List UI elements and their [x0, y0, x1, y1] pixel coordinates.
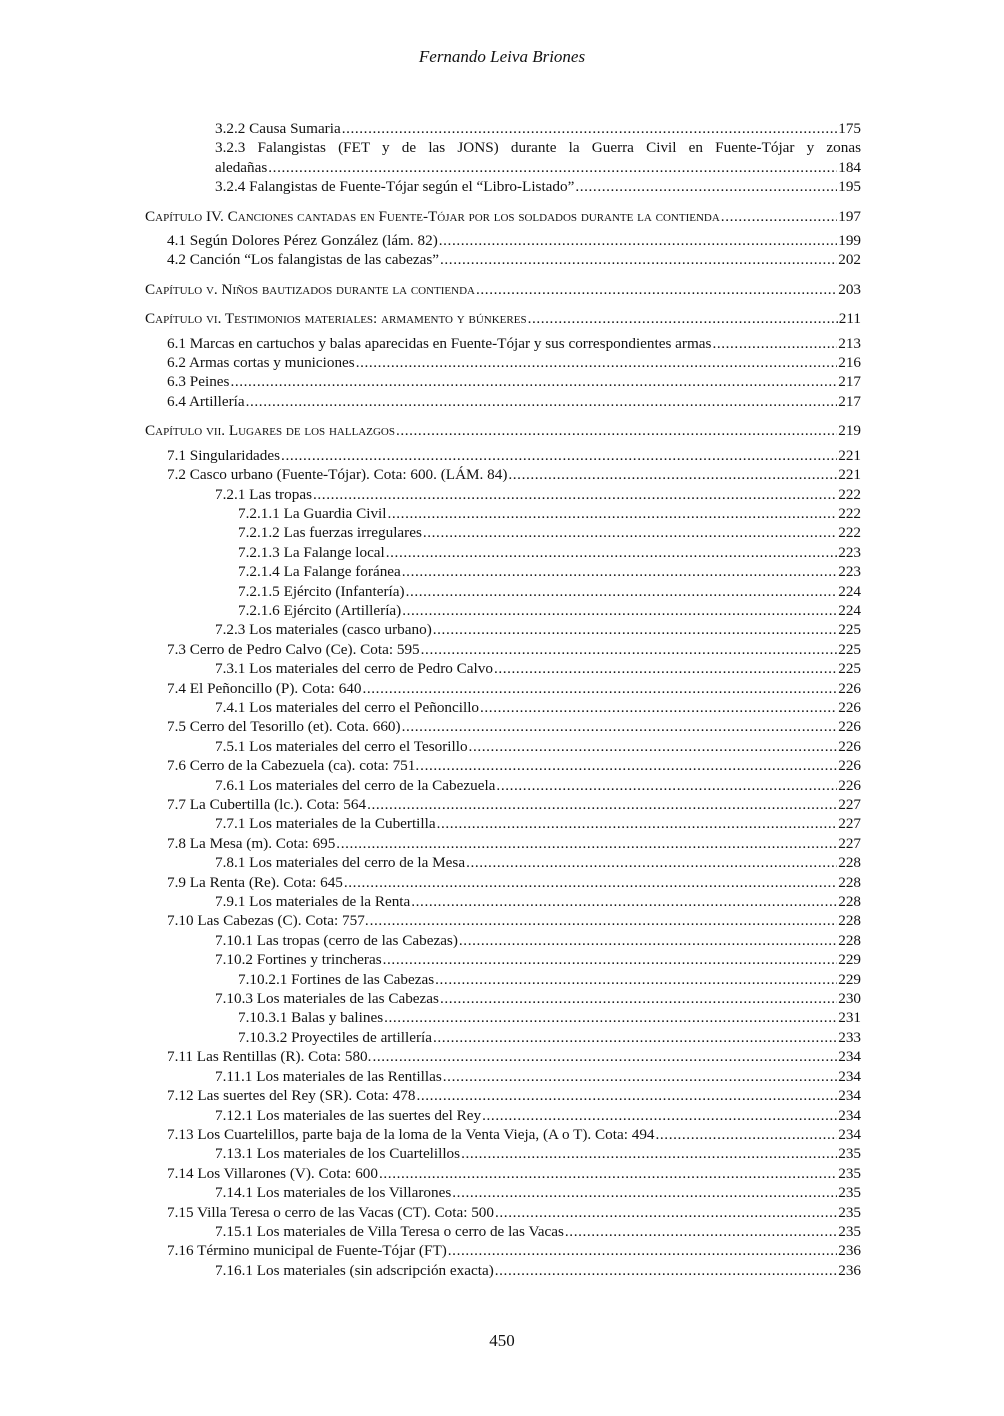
toc-page-number: 235	[838, 1164, 861, 1182]
toc-entry-title: 6.4 Artillería	[167, 392, 245, 410]
toc-entry	[145, 659, 861, 678]
dot-leader	[344, 873, 837, 892]
chapter-title: Capítulo vii. Lugares de los hallazgos	[145, 422, 395, 440]
toc-page-number: 234	[838, 1067, 861, 1085]
dot-leader	[396, 421, 837, 440]
toc-page-number: 216	[838, 354, 861, 372]
toc-entry-title: 7.2 Casco urbano (Fuente-Tójar). Cota: 600. (LÁM. 84)	[167, 466, 508, 484]
toc-entry-title: 7.3 Cerro de Pedro Calvo (Ce). Cota: 595	[167, 640, 420, 658]
toc-page-number: 225	[838, 640, 861, 658]
toc-entry	[145, 465, 861, 484]
dot-leader	[402, 717, 838, 736]
toc-entry-title: 3.2.2 Causa Sumaria	[215, 120, 341, 137]
toc-entry-title: 7.2.1.5 Ejército (Infantería)	[238, 582, 405, 600]
dot-leader	[459, 931, 837, 950]
toc-page-number: 175	[838, 120, 861, 137]
toc-entry	[145, 601, 861, 620]
dot-leader	[383, 950, 838, 969]
toc-page-number: 235	[838, 1145, 861, 1163]
dot-leader	[721, 207, 837, 226]
dot-leader	[440, 989, 837, 1008]
toc-entry-title: 7.14 Los Villarones (V). Cota: 600	[167, 1164, 378, 1182]
toc-entry	[145, 1164, 861, 1183]
toc-entry	[145, 698, 861, 717]
toc-entry	[145, 372, 861, 391]
toc-entry-title: 7.4 El Peñoncillo (P). Cota: 640	[167, 679, 362, 697]
toc-entry	[145, 177, 861, 196]
dot-leader	[508, 465, 837, 484]
toc-page-number: 226	[838, 737, 861, 755]
toc-page-number: 229	[838, 951, 861, 969]
toc-page-number: 217	[838, 373, 861, 391]
toc-page-number: 234	[838, 1125, 861, 1143]
toc-entry-wrapped-first-line: 3.2.3 Falangistas (FET y de las JONS) durante la Guerra Civil en Fuente-Tójar y zonas	[215, 139, 861, 157]
toc-page-number: 225	[838, 621, 861, 639]
toc-page-number: 231	[838, 1009, 861, 1027]
dot-leader	[421, 640, 838, 659]
toc-entry	[145, 814, 861, 833]
toc-entry-title: 7.2.1.1 La Guardia Civil	[238, 504, 387, 522]
dot-leader	[420, 756, 837, 775]
toc-entry	[145, 795, 861, 814]
toc-entry-title: 7.7.1 Los materiales de la Cubertilla	[215, 815, 436, 833]
toc-entry	[145, 523, 861, 542]
toc-page-number: 211	[838, 310, 861, 328]
toc-chapter-heading	[145, 207, 861, 226]
toc-page-number: 222	[838, 485, 861, 503]
toc-page-number: 221	[838, 466, 861, 484]
toc-page-number: 234	[838, 1087, 861, 1105]
toc-page-number: 222	[838, 504, 861, 522]
dot-leader	[342, 119, 838, 138]
toc-chapter-heading	[145, 280, 861, 299]
dot-leader	[402, 601, 837, 620]
toc-entry-title: 7.8.1 Los materiales del cerro de la Mesa	[215, 854, 466, 872]
toc-entry	[145, 873, 861, 892]
toc-entry	[145, 737, 861, 756]
toc-entry	[145, 158, 861, 177]
toc-page-number: 228	[838, 854, 861, 872]
toc-entry-title: 7.10.3.1 Balas y balines	[238, 1009, 384, 1027]
page-number: 450	[489, 1331, 515, 1350]
toc-entry	[145, 1261, 861, 1280]
toc-page-number: 197	[838, 207, 861, 225]
toc-entry	[145, 892, 861, 911]
toc-entry-title: 7.3.1 Los materiales del cerro de Pedro Calvo	[215, 660, 493, 678]
toc-entry-title: 7.2.1.6 Ejército (Artillería)	[238, 601, 402, 619]
toc-entry	[145, 1241, 861, 1260]
dot-leader	[461, 1144, 837, 1163]
toc-entry	[145, 582, 861, 601]
toc-page-number: 223	[838, 563, 861, 581]
toc-entry-title: 4.2 Canción “Los falangistas de las cabezas”	[167, 251, 440, 269]
toc-page-number: 217	[838, 392, 861, 410]
toc-page-number: 235	[838, 1203, 861, 1221]
toc-entry	[145, 853, 861, 872]
toc-entry-title: 6.1 Marcas en cartuchos y balas aparecidas en Fuente-Tójar y sus correspondientes armas	[167, 334, 712, 352]
toc-page-number: 222	[838, 524, 861, 542]
dot-leader	[528, 309, 838, 328]
toc-entry	[145, 119, 861, 138]
toc-entry	[145, 776, 861, 795]
chapter-title: Capítulo v. Niños bautizados durante la contienda	[145, 280, 475, 298]
toc-page-number: 226	[838, 698, 861, 716]
toc-entry	[145, 931, 861, 950]
toc-page-number: 228	[838, 873, 861, 891]
toc-entry-title: 4.1 Según Dolores Pérez González (lám. 82)	[167, 232, 438, 250]
dot-leader	[313, 485, 837, 504]
toc-chapter-heading	[145, 309, 861, 328]
dot-leader	[433, 620, 837, 639]
toc-entry-title: 7.10.3 Los materiales de las Cabezas	[215, 990, 439, 1008]
dot-leader	[433, 1028, 837, 1047]
toc-page-number: 230	[838, 990, 861, 1008]
toc-entry	[145, 1047, 861, 1066]
table-of-contents	[145, 119, 861, 1280]
dot-leader	[336, 834, 837, 853]
dot-leader	[480, 698, 837, 717]
toc-entry	[145, 543, 861, 562]
dot-leader	[575, 177, 837, 196]
toc-entry-title: 7.15 Villa Teresa o cerro de las Vacas (CT). Cota: 500	[167, 1203, 494, 1221]
toc-entry	[145, 1028, 861, 1047]
toc-entry-title: 7.10 Las Cabezas (C). Cota: 757.	[167, 912, 369, 930]
toc-page-number: 227	[838, 815, 861, 833]
toc-page-number: 226	[838, 679, 861, 697]
toc-page-number: 195	[838, 178, 861, 196]
toc-page-number: 203	[838, 280, 861, 298]
dot-leader	[452, 1183, 837, 1202]
toc-entry-title: 7.13 Los Cuartelillos, parte baja de la loma de la Venta Vieja, (A o T). Cota: 494	[167, 1125, 655, 1143]
toc-entry-title: 7.4.1 Los materiales del cerro el Peñoncillo	[215, 698, 480, 716]
dot-leader	[482, 1106, 837, 1125]
toc-page-number: 202	[838, 251, 861, 269]
toc-page-number: 226	[838, 757, 861, 775]
dot-leader	[469, 737, 838, 756]
toc-entry	[145, 950, 861, 969]
toc-page-number: 227	[838, 796, 861, 813]
dot-leader	[379, 1164, 837, 1183]
toc-page-number: 224	[838, 601, 861, 619]
toc-page-number: 235	[838, 1184, 861, 1202]
dot-leader	[435, 970, 837, 989]
dot-leader	[437, 814, 838, 833]
dot-leader	[656, 1125, 838, 1144]
chapter-title: Capítulo vi. Testimonios materiales: armamento y búnkeres	[145, 310, 527, 328]
toc-entry-title: 7.5.1 Los materiales del cerro el Tesorillo	[215, 737, 468, 755]
toc-entry-title: 7.11.1 Los materiales de las Rentillas	[215, 1067, 442, 1085]
dot-leader	[495, 1261, 837, 1280]
toc-entry	[145, 679, 861, 698]
toc-entry	[145, 1008, 861, 1027]
toc-entry	[145, 1106, 861, 1125]
toc-entry-title: 7.2.1.3 La Falange local	[238, 543, 385, 561]
toc-page-number: 219	[838, 422, 861, 440]
toc-entry-title: 7.16.1 Los materiales (sin adscripción exacta)	[215, 1261, 494, 1279]
dot-leader	[281, 446, 837, 465]
running-header-author: Fernando Leiva Briones	[418, 47, 586, 66]
dot-leader	[384, 1008, 837, 1027]
dot-leader	[443, 1067, 837, 1086]
toc-page-number: 234	[838, 1048, 861, 1066]
toc-entry-title: 7.14.1 Los materiales de los Villarones	[215, 1184, 452, 1202]
dot-leader	[476, 280, 837, 299]
toc-entry	[145, 353, 861, 372]
toc-page-number: 224	[838, 582, 861, 600]
dot-leader	[370, 911, 838, 930]
toc-entry-title: 7.2.1.2 Las fuerzas irregulares	[238, 524, 422, 542]
dot-leader	[448, 1241, 837, 1260]
toc-page-number: 236	[838, 1261, 861, 1279]
toc-entry-title: 7.7 La Cubertilla (lc.). Cota: 564	[167, 796, 367, 813]
toc-entry	[145, 1183, 861, 1202]
dot-leader	[362, 679, 837, 698]
toc-page-number: 184	[838, 158, 861, 176]
dot-leader	[712, 334, 837, 353]
toc-entry-title: 7.8 La Mesa (m). Cota: 695	[167, 834, 336, 852]
dot-leader	[386, 543, 837, 562]
toc-entry	[145, 1086, 861, 1105]
dot-leader	[406, 582, 838, 601]
dot-leader	[367, 795, 837, 814]
dot-leader	[423, 523, 837, 542]
toc-entry	[145, 334, 861, 353]
dot-leader	[230, 372, 837, 391]
toc-entry	[145, 1125, 861, 1144]
toc-entry-title: 7.12 Las suertes del Rey (SR). Cota: 478	[167, 1087, 416, 1105]
dot-leader	[439, 231, 837, 250]
toc-entry	[145, 970, 861, 989]
toc-entry-title: 7.13.1 Los materiales de los Cuartelillos	[215, 1145, 461, 1163]
dot-leader	[496, 776, 837, 795]
toc-entry-title: aledañas	[215, 158, 268, 176]
toc-entry-title: 7.10.2.1 Fortines de las Cabezas	[238, 970, 435, 988]
dot-leader	[372, 1047, 837, 1066]
toc-entry-title: 7.15.1 Los materiales de Villa Teresa o cerro de las Vacas	[215, 1222, 564, 1240]
toc-entry	[145, 1222, 861, 1241]
toc-page-number: 221	[838, 446, 861, 464]
toc-page-number: 234	[838, 1106, 861, 1124]
toc-entry	[145, 231, 861, 250]
toc-page-number: 225	[838, 660, 861, 678]
toc-entry-title: 7.2.1 Las tropas	[215, 485, 313, 503]
toc-entry-title: 7.6 Cerro de la Cabezuela (ca). cota: 751.	[167, 757, 420, 775]
toc-entry	[145, 1144, 861, 1163]
toc-page-number: 213	[838, 334, 861, 352]
toc-entry-title: 7.1 Singularidades	[167, 446, 281, 464]
toc-entry	[145, 834, 861, 853]
dot-leader	[246, 392, 838, 411]
toc-page-number: 228	[838, 931, 861, 949]
toc-entry	[145, 911, 861, 930]
toc-entry	[145, 989, 861, 1008]
toc-page-number: 199	[838, 232, 861, 250]
toc-entry-title: 7.2.1.4 La Falange foránea	[238, 563, 401, 581]
toc-page-number: 233	[838, 1028, 861, 1046]
toc-entry-title: 6.2 Armas cortas y municiones	[167, 354, 355, 372]
toc-page-number: 226	[838, 718, 861, 736]
toc-page-number: 226	[838, 776, 861, 794]
toc-entry	[145, 756, 861, 775]
toc-entry-title: 7.11 Las Rentillas (R). Cota: 580.	[167, 1048, 372, 1066]
dot-leader	[495, 1203, 837, 1222]
toc-entry-title: 7.12.1 Los materiales de las suertes del Rey	[215, 1106, 482, 1124]
toc-entry-title: 7.2.3 Los materiales (casco urbano)	[215, 621, 432, 639]
toc-entry	[145, 1203, 861, 1222]
toc-entry-title: 7.9.1 Los materiales de la Renta	[215, 893, 411, 911]
chapter-title: Capítulo IV. Canciones cantadas en Fuente-Tójar por los soldados durante la contienda	[145, 207, 720, 225]
dot-leader	[466, 853, 837, 872]
toc-entry-title: 7.16 Término municipal de Fuente-Tójar (FT)	[167, 1242, 447, 1260]
dot-leader	[411, 892, 837, 911]
dot-leader	[565, 1222, 837, 1241]
dot-leader	[268, 158, 837, 177]
toc-entry-title: 7.9 La Renta (Re). Cota: 645	[167, 873, 343, 891]
toc-page-number: 229	[838, 970, 861, 988]
toc-entry-title: 3.2.4 Falangistas de Fuente-Tójar según el “Libro-Listado”	[215, 178, 575, 196]
toc-page-number: 227	[838, 834, 861, 852]
toc-entry-title: 7.5 Cerro del Tesorillo (et). Cota. 660)	[167, 718, 401, 736]
toc-entry-title: 7.10.1 Las tropas (cerro de las Cabezas)	[215, 931, 458, 949]
toc-entry	[145, 250, 861, 269]
dot-leader	[416, 1086, 837, 1105]
dot-leader	[387, 504, 837, 523]
toc-page-number: 228	[838, 893, 861, 911]
toc-entry	[145, 485, 861, 504]
toc-page-number: 223	[838, 543, 861, 561]
toc-entry	[145, 562, 861, 581]
toc-chapter-heading	[145, 421, 861, 440]
toc-entry-title: 6.3 Peines	[167, 373, 230, 391]
toc-entry	[145, 717, 861, 736]
toc-entry-title: 7.6.1 Los materiales del cerro de la Cabezuela	[215, 776, 496, 794]
toc-entry	[145, 620, 861, 639]
toc-page-number: 236	[838, 1242, 861, 1260]
toc-entry	[145, 640, 861, 659]
toc-entry-title: 7.10.2 Fortines y trincheras	[215, 951, 382, 969]
toc-entry	[145, 392, 861, 411]
toc-page-number: 228	[838, 912, 861, 930]
toc-entry-title: 7.10.3.2 Proyectiles de artillería	[238, 1028, 433, 1046]
dot-leader	[440, 250, 837, 269]
toc-entry	[145, 1067, 861, 1086]
toc-page-number: 235	[838, 1222, 861, 1240]
dot-leader	[494, 659, 837, 678]
dot-leader	[356, 353, 838, 372]
toc-entry	[145, 446, 861, 465]
toc-entry	[145, 504, 861, 523]
dot-leader	[402, 562, 837, 581]
